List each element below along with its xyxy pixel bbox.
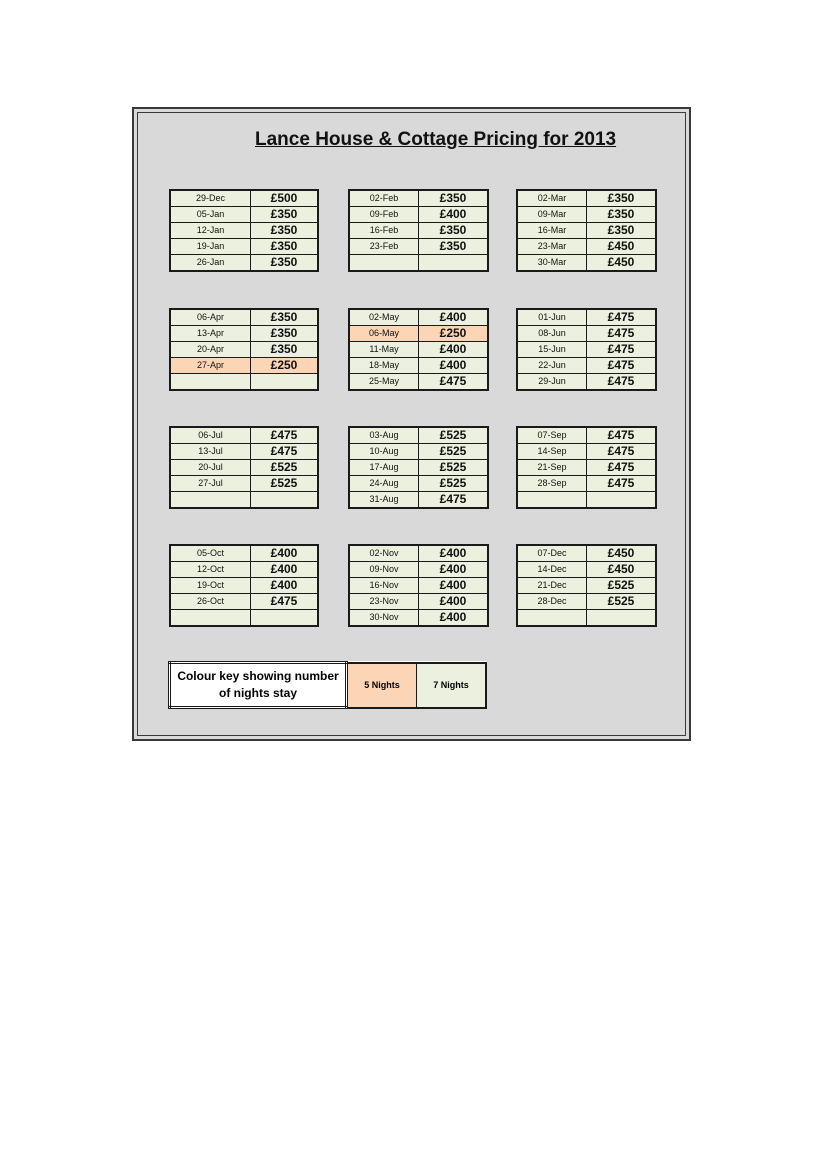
table-row — [349, 594, 488, 610]
colour-key — [168, 661, 487, 709]
week-price: £400 — [419, 309, 489, 326]
week-start-date: 14-Sep — [517, 444, 587, 460]
week-start-date: 09-Mar — [517, 207, 587, 223]
week-start-date: 15-Jun — [517, 342, 587, 358]
price-table — [348, 544, 489, 627]
table-row — [517, 476, 656, 492]
week-start-date: 06-Jul — [170, 427, 251, 444]
week-start-date — [349, 255, 419, 272]
week-price: £450 — [587, 545, 657, 562]
week-start-date: 22-Jun — [517, 358, 587, 374]
week-price — [251, 492, 319, 509]
week-start-date: 21-Dec — [517, 578, 587, 594]
week-price: £350 — [587, 190, 657, 207]
week-start-date: 31-Aug — [349, 492, 419, 509]
table-row — [170, 578, 318, 594]
week-start-date: 27-Apr — [170, 358, 251, 374]
table-row — [170, 545, 318, 562]
table-row — [517, 545, 656, 562]
week-price: £475 — [587, 476, 657, 492]
table-row — [349, 358, 488, 374]
week-start-date: 13-Apr — [170, 326, 251, 342]
table-row — [349, 190, 488, 207]
week-start-date: 28-Dec — [517, 594, 587, 610]
week-price: £400 — [251, 578, 319, 594]
table-row — [170, 610, 318, 627]
week-start-date — [170, 610, 251, 627]
week-start-date: 13-Jul — [170, 444, 251, 460]
week-price: £400 — [419, 358, 489, 374]
table-row — [517, 207, 656, 223]
week-start-date: 25-May — [349, 374, 419, 391]
price-table — [169, 426, 319, 509]
week-start-date: 26-Oct — [170, 594, 251, 610]
table-row — [517, 326, 656, 342]
week-price: £400 — [419, 578, 489, 594]
table-row — [170, 190, 318, 207]
week-start-date: 01-Jun — [517, 309, 587, 326]
week-price: £350 — [251, 326, 319, 342]
price-table — [169, 544, 319, 627]
table-row — [349, 309, 488, 326]
week-start-date: 09-Nov — [349, 562, 419, 578]
week-price: £350 — [251, 342, 319, 358]
price-table — [169, 189, 319, 272]
week-price: £350 — [251, 255, 319, 272]
key-seven-nights: 7 Nights — [417, 663, 487, 708]
week-price: £475 — [587, 460, 657, 476]
week-price: £525 — [419, 444, 489, 460]
table-row — [170, 358, 318, 374]
table-row — [349, 578, 488, 594]
week-price: £475 — [587, 342, 657, 358]
table-row — [349, 476, 488, 492]
week-price: £400 — [419, 610, 489, 627]
week-start-date: 05-Oct — [170, 545, 251, 562]
table-row — [517, 223, 656, 239]
table-row — [517, 342, 656, 358]
week-price — [419, 255, 489, 272]
week-price: £350 — [419, 223, 489, 239]
week-start-date: 09-Feb — [349, 207, 419, 223]
week-start-date: 08-Jun — [517, 326, 587, 342]
week-start-date — [170, 374, 251, 391]
table-row — [349, 223, 488, 239]
table-row — [349, 326, 488, 342]
table-row — [170, 427, 318, 444]
price-table — [169, 308, 319, 391]
week-price: £450 — [587, 562, 657, 578]
table-row — [170, 207, 318, 223]
week-start-date — [517, 492, 587, 509]
week-price: £350 — [587, 223, 657, 239]
table-row — [349, 460, 488, 476]
week-start-date: 06-May — [349, 326, 419, 342]
week-price: £250 — [251, 358, 319, 374]
week-price: £475 — [251, 594, 319, 610]
page-title: Lance House & Cottage Pricing for 2013 — [255, 129, 617, 150]
table-row — [349, 444, 488, 460]
week-start-date: 24-Aug — [349, 476, 419, 492]
week-price: £350 — [419, 190, 489, 207]
week-price: £525 — [419, 476, 489, 492]
table-row — [349, 342, 488, 358]
week-start-date: 30-Nov — [349, 610, 419, 627]
table-row — [349, 427, 488, 444]
week-start-date: 20-Apr — [170, 342, 251, 358]
table-row — [517, 610, 656, 627]
week-price: £475 — [587, 309, 657, 326]
table-row — [349, 255, 488, 272]
week-start-date: 02-Nov — [349, 545, 419, 562]
table-row — [170, 374, 318, 391]
table-row — [170, 460, 318, 476]
week-price: £475 — [587, 444, 657, 460]
week-start-date: 14-Dec — [517, 562, 587, 578]
price-table — [348, 426, 489, 509]
week-start-date: 29-Dec — [170, 190, 251, 207]
table-row — [517, 374, 656, 391]
week-start-date: 03-Aug — [349, 427, 419, 444]
colour-key-label — [170, 663, 347, 708]
table-row — [517, 239, 656, 255]
week-start-date: 30-Mar — [517, 255, 587, 272]
table-row — [170, 444, 318, 460]
table-row — [170, 476, 318, 492]
week-price: £525 — [419, 460, 489, 476]
week-start-date: 12-Jan — [170, 223, 251, 239]
table-row — [517, 444, 656, 460]
week-start-date — [170, 492, 251, 509]
week-price — [251, 610, 319, 627]
week-price: £250 — [419, 326, 489, 342]
table-row — [170, 594, 318, 610]
week-start-date: 02-Mar — [517, 190, 587, 207]
price-table — [516, 426, 657, 509]
table-row — [349, 545, 488, 562]
week-price — [587, 610, 657, 627]
table-row — [517, 562, 656, 578]
week-price: £450 — [587, 255, 657, 272]
week-start-date: 19-Jan — [170, 239, 251, 255]
week-price: £475 — [251, 427, 319, 444]
week-start-date: 26-Jan — [170, 255, 251, 272]
table-row — [349, 374, 488, 391]
week-start-date: 28-Sep — [517, 476, 587, 492]
week-price: £400 — [419, 594, 489, 610]
table-row — [170, 492, 318, 509]
week-price: £400 — [419, 562, 489, 578]
table-row — [349, 207, 488, 223]
table-row — [517, 309, 656, 326]
table-row — [517, 427, 656, 444]
table-row — [349, 562, 488, 578]
week-start-date: 16-Nov — [349, 578, 419, 594]
price-table — [516, 544, 657, 627]
week-price: £400 — [419, 545, 489, 562]
week-start-date: 23-Nov — [349, 594, 419, 610]
week-start-date: 02-May — [349, 309, 419, 326]
week-start-date: 12-Oct — [170, 562, 251, 578]
table-row — [170, 562, 318, 578]
table-row — [170, 342, 318, 358]
week-price: £350 — [251, 223, 319, 239]
pricing-panel — [132, 107, 691, 741]
week-price: £400 — [251, 545, 319, 562]
week-price — [587, 492, 657, 509]
week-price: £525 — [587, 578, 657, 594]
week-price: £525 — [251, 476, 319, 492]
week-price: £475 — [419, 374, 489, 391]
week-start-date: 20-Jul — [170, 460, 251, 476]
week-start-date: 29-Jun — [517, 374, 587, 391]
week-start-date: 19-Oct — [170, 578, 251, 594]
week-price — [251, 374, 319, 391]
table-row — [170, 309, 318, 326]
week-price: £525 — [587, 594, 657, 610]
table-row — [517, 255, 656, 272]
week-start-date: 07-Dec — [517, 545, 587, 562]
table-row — [170, 255, 318, 272]
week-start-date: 17-Aug — [349, 460, 419, 476]
key-five-nights: 5 Nights — [347, 663, 417, 708]
week-price: £475 — [587, 427, 657, 444]
colour-key-label-line2: of nights stay — [218, 686, 297, 700]
week-start-date: 05-Jan — [170, 207, 251, 223]
table-row — [517, 190, 656, 207]
table-row — [170, 326, 318, 342]
week-start-date: 07-Sep — [517, 427, 587, 444]
week-price: £475 — [587, 374, 657, 391]
colour-key-label-line1: Colour key showing number — [177, 669, 339, 683]
week-price: £350 — [587, 207, 657, 223]
week-price: £350 — [251, 207, 319, 223]
week-start-date — [517, 610, 587, 627]
week-price: £400 — [419, 207, 489, 223]
week-price: £475 — [587, 358, 657, 374]
week-price: £500 — [251, 190, 319, 207]
week-price: £525 — [419, 427, 489, 444]
week-price: £350 — [419, 239, 489, 255]
table-row — [517, 492, 656, 509]
price-table — [348, 308, 489, 391]
table-row — [349, 492, 488, 509]
week-start-date: 21-Sep — [517, 460, 587, 476]
week-price: £525 — [251, 460, 319, 476]
week-start-date: 10-Aug — [349, 444, 419, 460]
table-row — [349, 610, 488, 627]
week-start-date: 18-May — [349, 358, 419, 374]
week-start-date: 02-Feb — [349, 190, 419, 207]
table-row — [170, 239, 318, 255]
price-table — [516, 308, 657, 391]
week-price: £450 — [587, 239, 657, 255]
table-row — [170, 223, 318, 239]
week-price: £475 — [587, 326, 657, 342]
week-start-date: 23-Mar — [517, 239, 587, 255]
table-row — [517, 358, 656, 374]
table-row — [517, 460, 656, 476]
week-start-date: 11-May — [349, 342, 419, 358]
week-price: £350 — [251, 239, 319, 255]
week-start-date: 06-Apr — [170, 309, 251, 326]
price-table — [348, 189, 489, 272]
week-price: £400 — [419, 342, 489, 358]
table-row — [349, 239, 488, 255]
table-row — [517, 578, 656, 594]
week-start-date: 27-Jul — [170, 476, 251, 492]
week-price: £350 — [251, 309, 319, 326]
week-price: £400 — [251, 562, 319, 578]
table-row — [517, 594, 656, 610]
week-price: £475 — [419, 492, 489, 509]
week-start-date: 23-Feb — [349, 239, 419, 255]
week-price: £475 — [251, 444, 319, 460]
week-start-date: 16-Mar — [517, 223, 587, 239]
week-start-date: 16-Feb — [349, 223, 419, 239]
price-table — [516, 189, 657, 272]
